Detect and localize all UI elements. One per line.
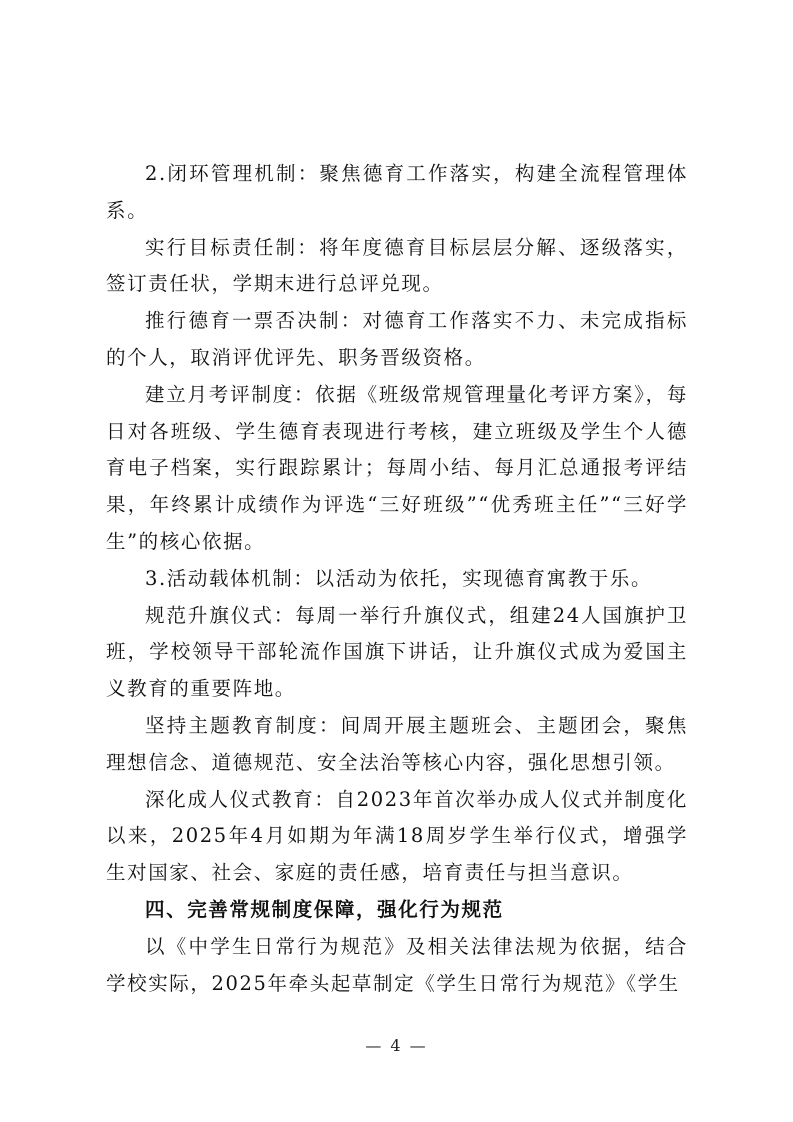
paragraph-closed-loop-mechanism: 2.闭环管理机制：聚焦德育工作落实，构建全流程管理体系。 [106,162,688,222]
paragraph-target-responsibility: 实行目标责任制：将年度德育目标层层分解、逐级落实，签订责任状，学期末进行总评兑现。 [106,235,688,296]
paragraph-activity-carrier: 3.活动载体机制：以活动为依托，实现德育寓教于乐。 [145,566,653,590]
paragraph-theme-education: 坚持主题教育制度：间周开展主题班会、主题团会，聚焦理想信念、道德规范、安全法治等核心内容，强化思想引领。 [106,713,688,774]
paragraph-conduct-norms: 以《中学生日常行为规范》及相关法律法规为依据，结合学校实际，2025年牵头起草制定《学生日常行为规范》《学生 [106,934,688,995]
paragraph-one-vote-veto: 推行德育一票否决制：对德育工作落实不力、未完成指标的个人，取消评优评先、职务晋级资格。 [106,309,688,369]
paragraph-flag-raising: 规范升旗仪式：每周一举行升旗仪式，组建24人国旗护卫班，学校领导干部轮流作国旗下讲话，让升旗仪式成为爱国主义教育的重要阵地。 [106,603,688,701]
page-number: — 4 — [365,1036,428,1055]
section-heading-four: 四、完善常规制度保障，强化行为规范 [145,897,504,921]
paragraph-coming-of-age: 深化成人仪式教育：自2023年首次举办成人仪式并制度化以来，2025年4月如期为年满18周岁学生举行仪式，增强学生对国家、社会、家庭的责任感，培育责任与担当意识。 [106,787,688,885]
paragraph-monthly-evaluation: 建立月考评制度：依据《班级常规管理量化考评方案》，每日对各班级、学生德育表现进行考核，建立班级及学生个人德育电子档案，实行跟踪累计；每周小结、每月汇总通报考评结果，年终累计成绩作为评选“三好班级”“优秀班主任”“三好学生”的核心依据。 [106,382,688,553]
document-body [106,156,688,1002]
